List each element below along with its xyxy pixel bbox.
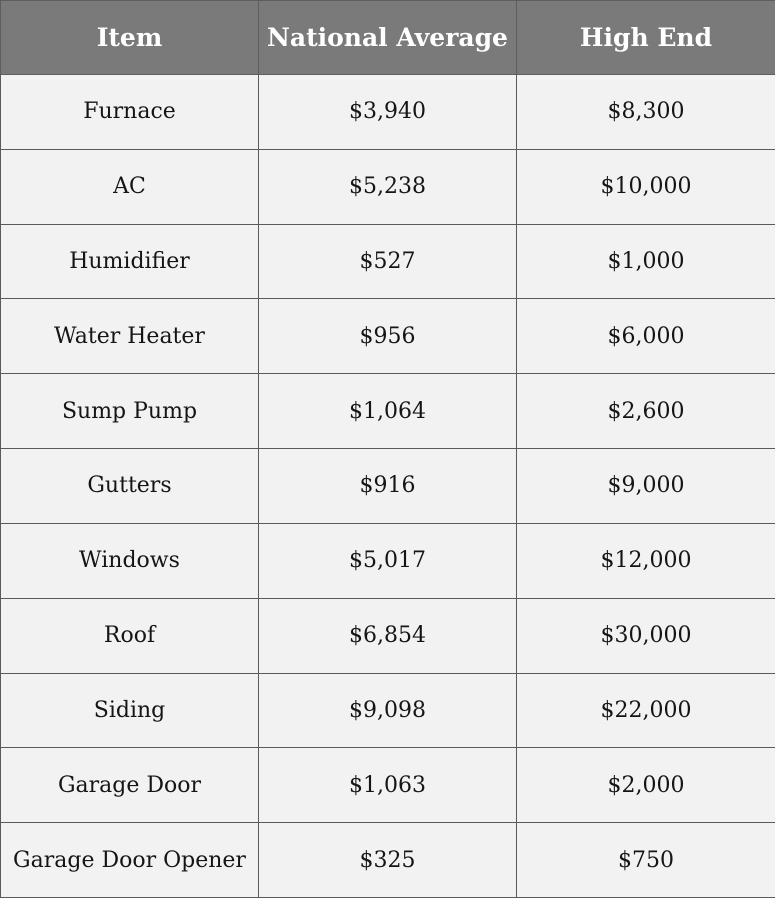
cell-national-average: $1,063 xyxy=(259,748,517,823)
cell-national-average: $9,098 xyxy=(259,673,517,748)
cell-high-end: $30,000 xyxy=(517,598,775,673)
cell-high-end: $2,600 xyxy=(517,374,775,449)
cell-item: Garage Door Opener xyxy=(1,823,259,898)
cell-high-end: $22,000 xyxy=(517,673,775,748)
cell-high-end: $9,000 xyxy=(517,449,775,524)
cell-national-average: $1,064 xyxy=(259,374,517,449)
cell-item: Humidifier xyxy=(1,224,259,299)
cell-item: AC xyxy=(1,149,259,224)
cell-high-end: $2,000 xyxy=(517,748,775,823)
cell-high-end: $12,000 xyxy=(517,523,775,598)
cell-national-average: $3,940 xyxy=(259,75,517,150)
table-row xyxy=(1,748,775,823)
table-row xyxy=(1,598,775,673)
cell-high-end: $750 xyxy=(517,823,775,898)
table-row xyxy=(1,449,775,524)
table-row xyxy=(1,374,775,449)
cell-item: Sump Pump xyxy=(1,374,259,449)
header-high-end: High End xyxy=(517,1,775,75)
cell-item: Windows xyxy=(1,523,259,598)
table-body xyxy=(1,75,775,898)
header-row xyxy=(1,1,775,75)
cell-national-average: $5,238 xyxy=(259,149,517,224)
cell-item: Furnace xyxy=(1,75,259,150)
cell-national-average: $325 xyxy=(259,823,517,898)
cell-national-average: $6,854 xyxy=(259,598,517,673)
cell-item: Water Heater xyxy=(1,299,259,374)
cell-high-end: $1,000 xyxy=(517,224,775,299)
cell-item: Siding xyxy=(1,673,259,748)
cell-high-end: $8,300 xyxy=(517,75,775,150)
cell-item: Gutters xyxy=(1,449,259,524)
header-item: Item xyxy=(1,1,259,75)
table-row xyxy=(1,224,775,299)
cell-national-average: $527 xyxy=(259,224,517,299)
table-row xyxy=(1,75,775,150)
table-row xyxy=(1,149,775,224)
header-national-average: National Average xyxy=(259,1,517,75)
table-row xyxy=(1,673,775,748)
table-header xyxy=(1,1,775,75)
cell-high-end: $10,000 xyxy=(517,149,775,224)
table-row xyxy=(1,523,775,598)
cell-national-average: $916 xyxy=(259,449,517,524)
table-row xyxy=(1,299,775,374)
table-row xyxy=(1,823,775,898)
cell-national-average: $956 xyxy=(259,299,517,374)
cell-item: Roof xyxy=(1,598,259,673)
cell-item: Garage Door xyxy=(1,748,259,823)
cell-national-average: $5,017 xyxy=(259,523,517,598)
cell-high-end: $6,000 xyxy=(517,299,775,374)
